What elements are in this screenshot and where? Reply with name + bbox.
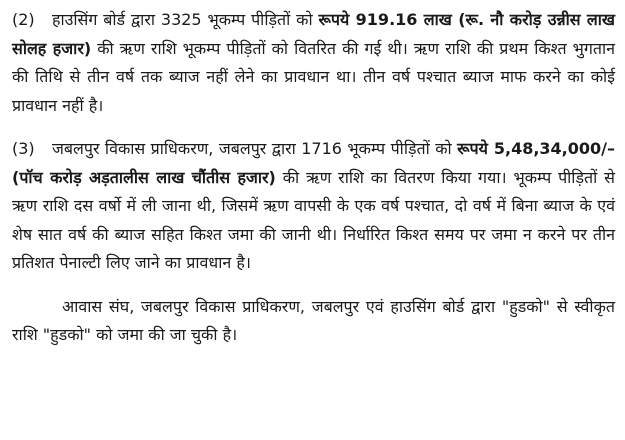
paragraph-text: जबलपुर विकास प्राधिकरण, जबलपुर द्वारा 1716 भूकम्प पीड़ितों को [52, 139, 458, 158]
paragraph-text: आवास संघ, जबलपुर विकास प्राधिकरण, जबलपुर एवं हाउसिंग बोर्ड द्वारा "हुडको" से स्वीकृत राशि "हुडको" को जमा की जा चुकी है। [12, 296, 615, 344]
paragraph-number: (3) [12, 139, 35, 158]
paragraph-summary [12, 293, 615, 350]
paragraph-text: की ऋण राशि का वितरण किया गया। भूकम्प पीड़ितों से ऋण राशि दस वर्षो में ली जाना थी, जिसमें ऋण वापसी के एक वर्ष पश्चात, दो वर्ष में बिना ब्याज के एवं शेष सात वर्ष की ब्याज सहित किश्त जमा की जानी थी। निर्धारित किश्त समय पर जमा न करने पर तीन प्रतिशत पेनाल्टी लिए जाने का प्रावधान है। [12, 167, 615, 272]
paragraph-2 [12, 6, 615, 120]
paragraph-text: हाउसिंग बोर्ड द्वारा 3325 भूकम्प पीड़ितों को [52, 10, 319, 29]
paragraph-text: की ऋण राशि भूकम्प पीड़ितों को वितरित की गई थी। ऋण राशि की प्रथम किश्त भुगतान की तिथि से तीन वर्ष तक ब्याज नहीं लेने का प्रावधान था। तीन वर्ष पश्चात ब्याज माफ करने का कोई प्रावधान नहीं है। [12, 38, 615, 115]
paragraph-number: (2) [12, 10, 35, 29]
paragraph-3 [12, 135, 615, 278]
paragraph-bold-amount: रूपये 919.16 लाख (रू. नौ करोड़ उन्नीस लाख सोलह हजार) [12, 10, 615, 58]
paragraph-bold-amount: रूपये 5,48,34,000/– (पॉच करोड़ अड़तालीस लाख चौंतीस हजार) [12, 139, 615, 187]
